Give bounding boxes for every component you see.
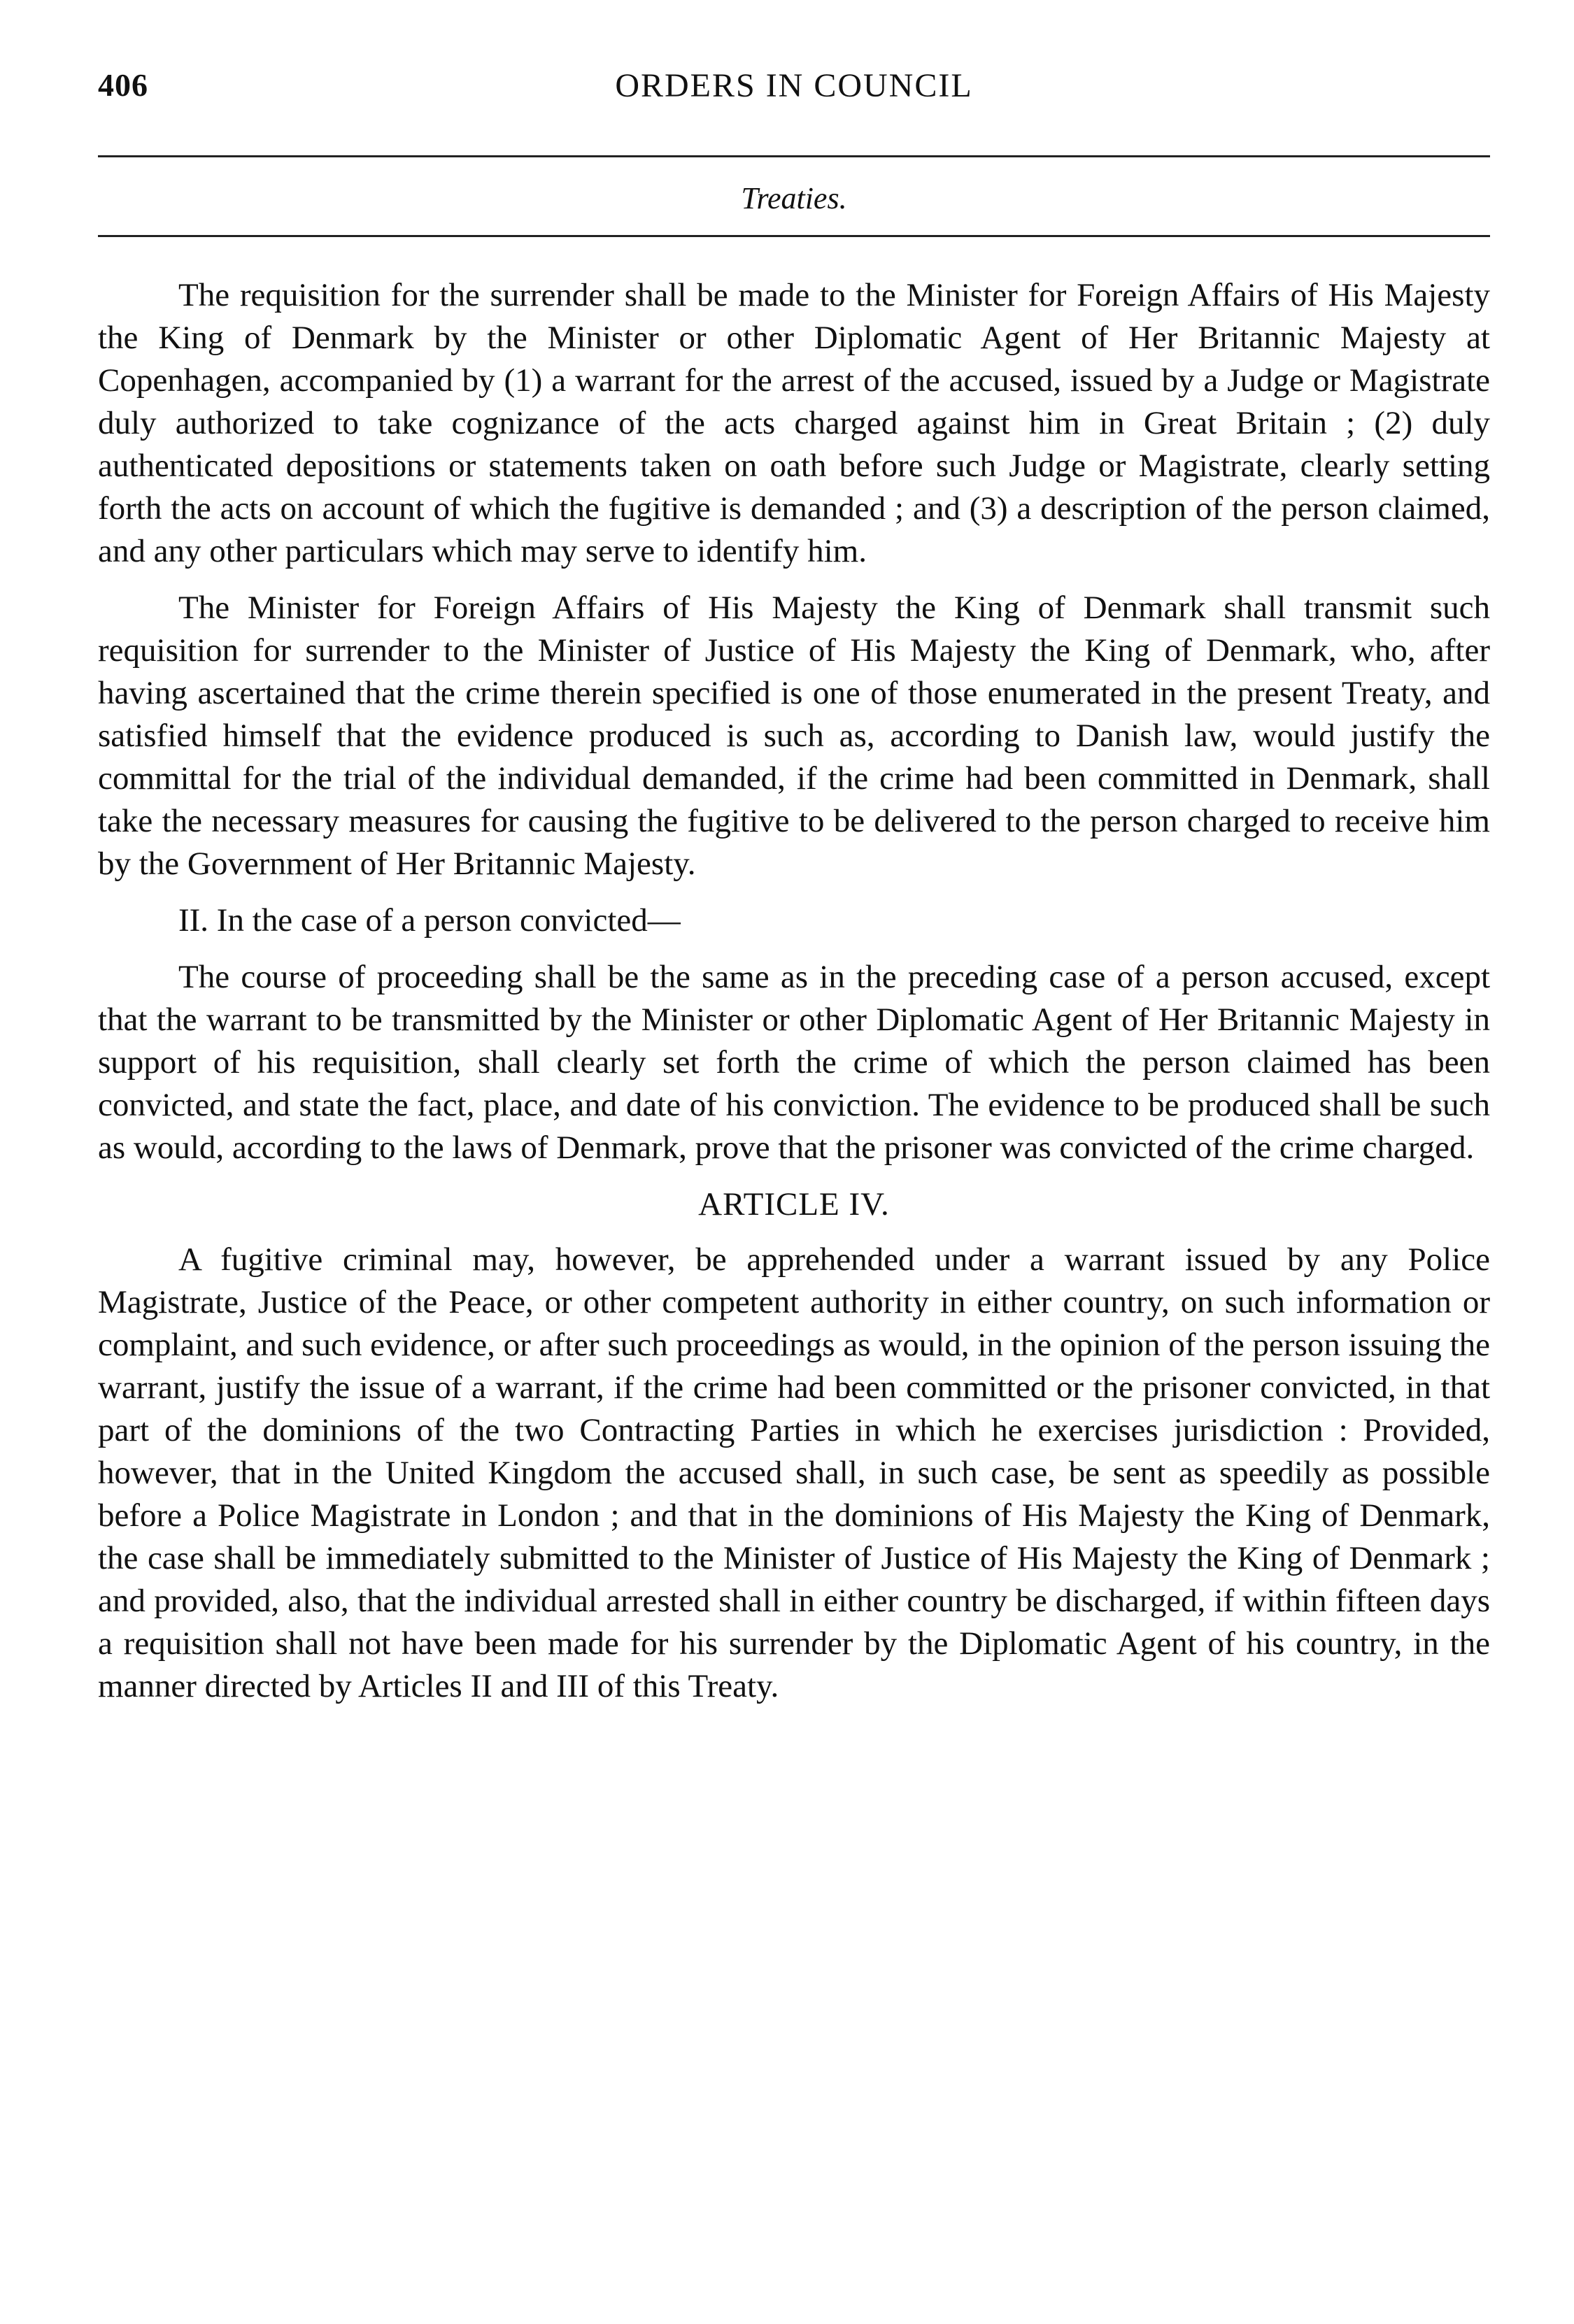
article-heading: ARTICLE IV.	[698, 1186, 890, 1222]
header-rule-bottom	[98, 235, 1490, 237]
paragraph-person-convicted: II. In the case of a person convicted—	[178, 902, 681, 939]
body-text	[98, 274, 1490, 1722]
paragraph-course-of-proceeding: The course of proceeding shall be the same as in the preceding case of a person accused, except that the warrant to be transmitted by the Minister or other Diplomatic Agent of Her Britannic Majesty in support of his requisition, shall clearly set forth the crime of which the person claimed has been convicted, and state the fact, place, and date of his conviction. The evidence to be produced shall be such as would, according to the laws of Denmark, prove that the prisoner was convicted of the crime charged.	[98, 959, 1490, 1166]
page-number: 406	[98, 67, 148, 103]
paragraph-minister-transmit: The Minister for Foreign Affairs of His Majesty the King of Denmark shall transmit such requisition for surrender to the Minister of Justice of His Majesty the King of Denmark, who, after having ascertained that the crime therein specified is one of those enumerated in the present Treaty, and satisfied himself that the evidence produced is such as, according to Danish law, would justify the committal for the trial of the individual demanded, if the crime had been committed in Denmark, shall take the necessary measures for causing the fugitive to be delivered to the person charged to receive him by the Government of Her Britannic Majesty.	[98, 590, 1490, 882]
running-title: ORDERS IN COUNCIL	[615, 67, 973, 104]
paragraph-article-iv: A fugitive criminal may, however, be apprehended under a warrant issued by any Police Magistrate, Justice of the Peace, or other competent authority in either country, on such information or complaint, and such evidence, or after such proceedings as would, in the opinion of the person issuing the warrant, justify the issue of a warrant, if the crime had been committed or the prisoner convicted, in that part of the dominions of the two Contracting Parties in which he exercises jurisdiction : Provided, however, that in the United Kingdom the accused shall, in such case, be sent as speedily as possible before a Police Magistrate in London ; and that in the dominions of His Majesty the King of Denmark, the case shall be immediately submitted to the Minister of Justice of His Majesty the King of Denmark ; and provided, also, that the individual arrested shall in either country be discharged, if within fifteen days a requisition shall not have been made for his surrender by the Diplomatic Agent of his country, in the manner directed by Articles II and III of this Treaty.	[98, 1241, 1490, 1704]
section-title: Treaties.	[741, 181, 847, 215]
paragraph-requisition: The requisition for the surrender shall be made to the Minister for Foreign Affairs of His Majesty the King of Denmark by the Minister or other Diplomatic Agent of Her Britannic Majesty at Copenhagen, accompanied by (1) a warrant for the arrest of the accused, issued by a Judge or Magistrate duly authorized to take cognizance of the acts charged against him in Great Britain ; (2) duly authenticated depositions or statements taken on oath before such Judge or Magistrate, clearly setting forth the acts on account of which the fugitive is demanded ; and (3) a description of the person claimed, and any other particulars which may serve to identify him.	[98, 277, 1490, 569]
page-header	[98, 66, 1490, 122]
header-rule-top	[98, 155, 1490, 157]
